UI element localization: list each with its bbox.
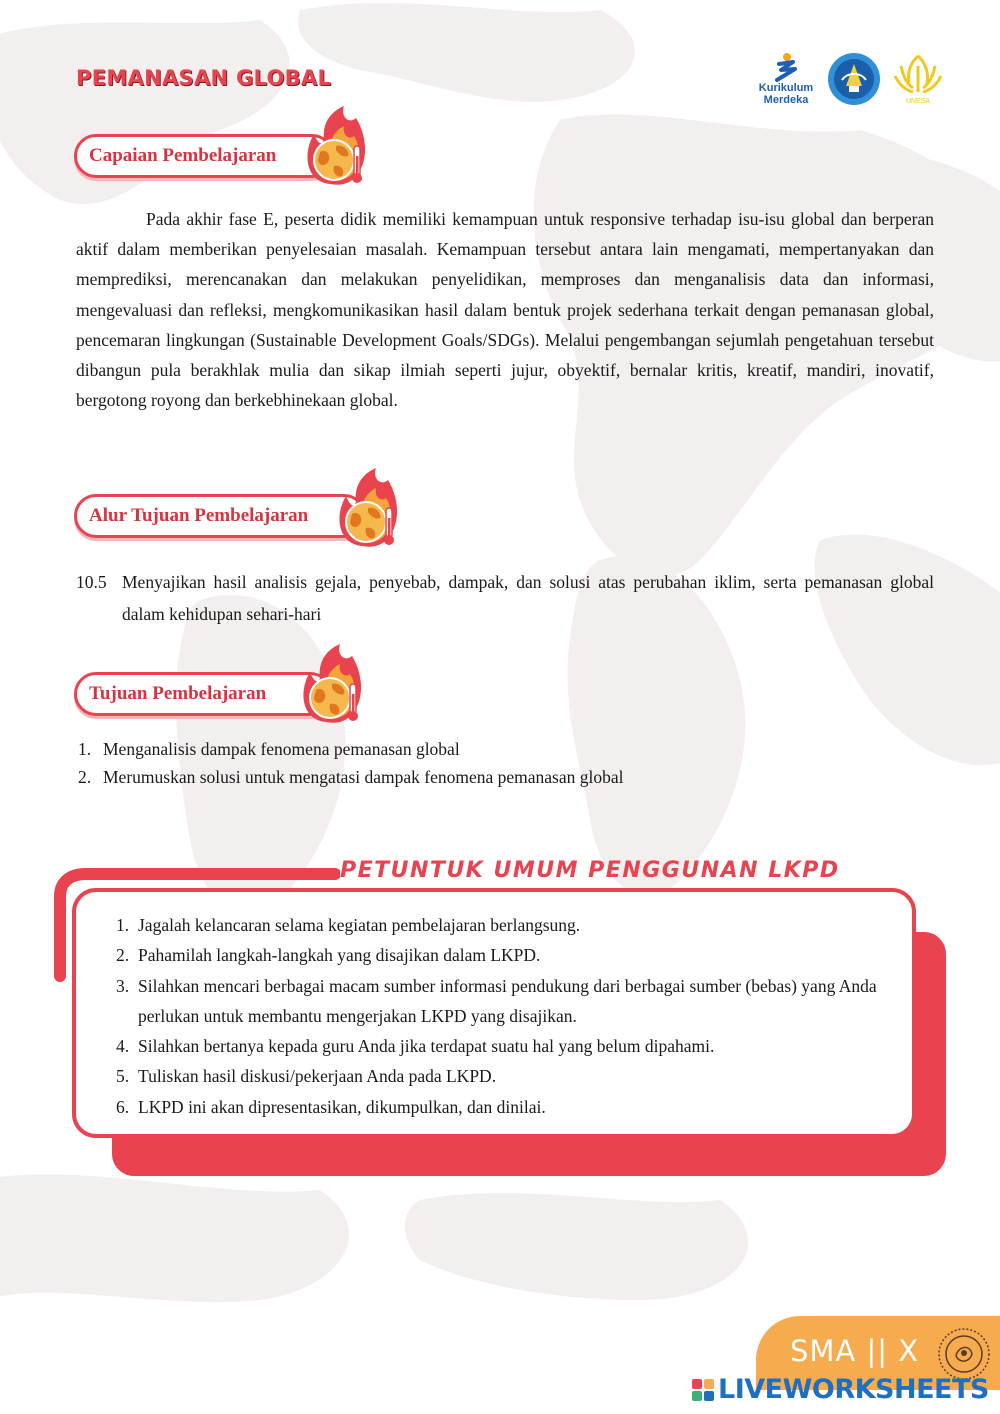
unesa-logo	[891, 52, 945, 106]
alur-item	[76, 566, 934, 630]
list-number: 4.	[116, 1036, 130, 1057]
logo-bar	[755, 52, 945, 106]
list-number: 1.	[78, 739, 92, 759]
list-number: 2.	[78, 767, 92, 787]
tujuan-heading: Tujuan Pembelajaran	[89, 683, 267, 704]
list-item	[116, 971, 892, 1032]
list-item	[116, 940, 892, 970]
list-number: 6.	[116, 1096, 130, 1117]
merdeka-label: Merdeka	[763, 94, 809, 106]
tut-wuri-logo	[827, 52, 881, 106]
list-text: Merumuskan solusi untuk mengatasi dampak fenomena pemanasan global	[103, 767, 624, 787]
petunjuk-list	[116, 910, 892, 1122]
liveworksheets-logo-icon	[692, 1379, 714, 1401]
list-number: 1.	[116, 915, 130, 935]
globe-fire-icon	[296, 642, 368, 724]
alur-heading-pill	[74, 494, 366, 538]
tujuan-heading-pill	[74, 672, 332, 716]
globe-fire-icon	[300, 104, 372, 186]
petunjuk-heading: PETUNTUK UMUM PENGGUNAN LKPD	[340, 858, 840, 883]
list-item	[116, 910, 892, 940]
list-item	[116, 1061, 892, 1091]
globe-fire-icon	[332, 466, 404, 548]
alur-text: Menyajikan hasil analisis gejala, penyebab, dampak, dan solusi atas perubahan iklim, serta pemanasan global dalam kehidupan sehari-hari	[122, 572, 934, 624]
kurikulum-figure-icon	[771, 52, 801, 82]
tujuan-list	[78, 735, 938, 791]
list-text: Jagalah kelancaran selama kegiatan pembelajaran berlangsung.	[138, 915, 581, 935]
list-text: LKPD ini akan dipresentasikan, dikumpulkan, dan dinilai.	[138, 1096, 546, 1117]
list-number: 5.	[116, 1066, 130, 1087]
unesa-label: UNESA	[905, 98, 931, 105]
alur-number: 10.5	[76, 572, 107, 592]
list-text: Silahkan mencari berbagai macam sumber informasi pendukung dari berbagai sumber (bebas) yang Anda perlukan untuk membantu mengerjakan LKPD yang disajikan.	[138, 975, 877, 1026]
list-item	[78, 763, 938, 791]
list-item	[116, 1092, 892, 1122]
list-text: Pahamilah langkah-langkah yang disajikan dalam LKPD.	[138, 945, 541, 966]
capaian-heading: Capaian Pembelajaran	[89, 145, 277, 166]
class-badge-label: SMA || X	[790, 1334, 920, 1368]
list-number: 3.	[116, 975, 130, 996]
petunjuk-box	[72, 888, 916, 1138]
list-text: Tuliskan hasil diskusi/pekerjaan Anda pada LKPD.	[138, 1066, 497, 1087]
capaian-heading-pill	[74, 134, 334, 178]
capaian-paragraph: Pada akhir fase E, peserta didik memiliki kemampuan untuk responsive terhadap isu-isu global dan berperan aktif dalam memberikan penyelesaian masalah. Kemampuan tersebut antara lain mengamati, mempertanyakan dan memprediksi, merencanakan dan melakukan penyelidikan, memproses dan menganalisis data dan informasi, mengevaluasi dan refleksi, mengkomunikasikan hasil dalam bentuk projek sederhana terkait dengan pemanasan global, pencemaran lingkungan (Sustainable Development Goals/SDGs). Melalui pengembangan sejumlah pengetahuan tersebut dibangun pula berakhlak mulia dan sikap ilmiah seperti jujur, obyektif, bernalar kritis, kreatif, mandiri, inovatif, bergotong royong dan berkebhinekaan global.	[76, 209, 934, 411]
kurikulum-merdeka-logo	[755, 52, 817, 106]
kurikulum-label: Kurikulum	[758, 82, 814, 94]
liveworksheets-label: LIVEWORKSHEETS	[718, 1374, 989, 1405]
alur-heading: Alur Tujuan Pembelajaran	[89, 505, 309, 526]
list-text: Menganalisis dampak fenomena pemanasan global	[103, 739, 460, 759]
page-title: PEMANASAN GLOBAL	[76, 66, 332, 90]
list-item	[116, 1031, 892, 1061]
list-item	[78, 735, 938, 763]
list-text: Silahkan bertanya kepada guru Anda jika terdapat suatu hal yang belum dipahami.	[138, 1036, 715, 1057]
list-number: 2.	[116, 945, 130, 966]
liveworksheets-watermark	[692, 1374, 989, 1405]
